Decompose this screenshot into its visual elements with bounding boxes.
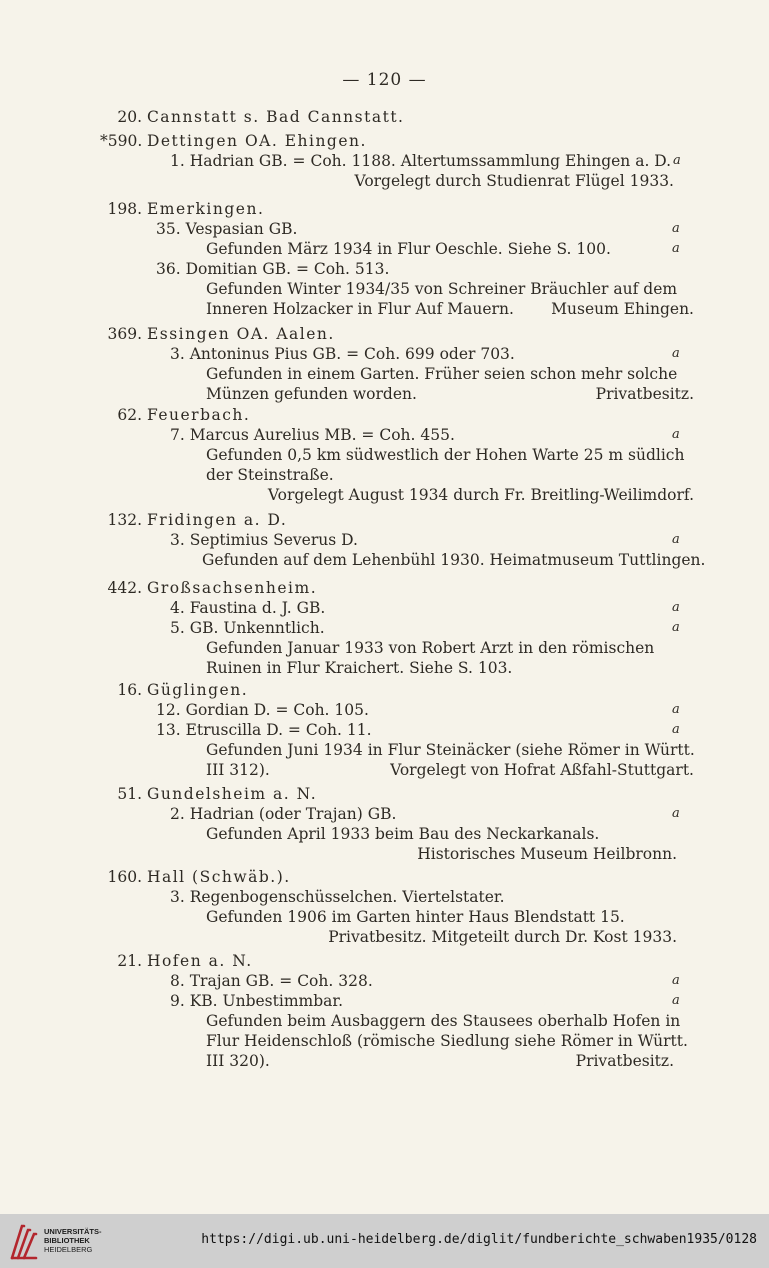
entry-place: Fridingen a. D. bbox=[146, 511, 288, 529]
entry-place: Dettingen OA. Ehingen. bbox=[146, 132, 367, 150]
entry-line: 35. Vespasian GB. bbox=[156, 220, 298, 238]
entry-place: Gundelsheim a. N. bbox=[146, 785, 318, 803]
entry-place: Großsachsenheim. bbox=[146, 579, 318, 597]
entry-number: 160. bbox=[107, 868, 142, 886]
mark-a: a bbox=[672, 241, 680, 256]
entry-number: *590. bbox=[100, 132, 143, 150]
entry-number: 21. bbox=[117, 952, 142, 970]
entry-line: 3. Antoninus Pius GB. = Coh. 699 oder 703. bbox=[170, 345, 515, 363]
mark-a: a bbox=[672, 620, 680, 635]
entry-line: 3. Septimius Severus D. bbox=[170, 531, 358, 549]
mark-a: a bbox=[672, 600, 680, 615]
mark-a: a bbox=[672, 346, 680, 361]
entry-line: der Steinstraße. bbox=[206, 466, 334, 484]
entry-place: Hofen a. N. bbox=[146, 952, 253, 970]
mark-a: a bbox=[672, 532, 680, 547]
entry-emerkingen-heading bbox=[100, 199, 264, 219]
entry-line: Gefunden Winter 1934/35 von Schreiner Bräuchler auf dem bbox=[206, 280, 678, 298]
entry-line: Münzen gefunden worden. bbox=[206, 385, 417, 403]
entry-grosssachsenheim-heading bbox=[100, 578, 317, 598]
entry-cannstatt-heading bbox=[100, 107, 404, 127]
mark-a: a bbox=[672, 221, 680, 236]
entry-line: Gefunden Juni 1934 in Flur Steinäcker (siehe Römer in Württ. bbox=[206, 741, 695, 759]
entry-line: Gefunden 0,5 km südwestlich der Hohen Warte 25 m südlich bbox=[206, 446, 685, 464]
entry-line: Gefunden beim Ausbaggern des Stausees oberhalb Hofen in bbox=[206, 1012, 681, 1030]
entry-line: 9. KB. Unbestimmbar. bbox=[170, 992, 344, 1010]
entry-hall-heading bbox=[100, 867, 291, 887]
entry-line: 7. Marcus Aurelius MB. = Coh. 455. bbox=[170, 426, 455, 444]
entry-line: III 312). bbox=[206, 761, 270, 779]
entry-essingen-heading bbox=[100, 324, 335, 344]
mark-a: a bbox=[672, 702, 680, 717]
entry-place: Güglingen. bbox=[146, 681, 249, 699]
entry-number: 62. bbox=[117, 406, 142, 424]
entry-line: Vorgelegt von Hofrat Aßfahl-Stuttgart. bbox=[390, 761, 694, 779]
entry-number: 442. bbox=[107, 579, 142, 597]
entry-line: 2. Hadrian (oder Trajan) GB. bbox=[170, 805, 397, 823]
entry-gueglingen-heading bbox=[100, 680, 248, 700]
entry-line: 36. Domitian GB. = Coh. 513. bbox=[156, 260, 390, 278]
entry-place: Cannstatt s. Bad Cannstatt. bbox=[146, 108, 405, 126]
entry-line: Vorgelegt August 1934 durch Fr. Breitling-Weilimdorf. bbox=[267, 486, 694, 504]
entry-line: III 320). bbox=[206, 1052, 270, 1070]
entry-line: Gefunden 1906 im Garten hinter Haus Blendstatt 15. bbox=[206, 908, 625, 926]
entry-line: Ruinen in Flur Kraichert. Siehe S. 103. bbox=[206, 659, 513, 677]
entry-line: 13. Etruscilla D. = Coh. 11. bbox=[156, 721, 372, 739]
entry-line: Vorgelegt durch Studienrat Flügel 1933. bbox=[354, 172, 674, 190]
page-number: — 120 — bbox=[342, 70, 427, 90]
entry-number: 16. bbox=[117, 681, 142, 699]
entry-number: 132. bbox=[107, 511, 142, 529]
mark-a: a bbox=[672, 722, 680, 737]
entry-place: Feuerbach. bbox=[146, 406, 251, 424]
mark-a: a bbox=[673, 153, 681, 168]
entry-line: 12. Gordian D. = Coh. 105. bbox=[156, 701, 369, 719]
entry-line: Inneren Holzacker in Flur Auf Mauern. bbox=[206, 300, 514, 318]
entry-line: Gefunden auf dem Lehenbühl 1930. Heimatmuseum Tuttlingen. bbox=[202, 551, 706, 569]
entry-line: 1. Hadrian GB. = Coh. 1188. Altertumssammlung Ehingen a. D. bbox=[170, 152, 672, 170]
entry-fridingen-heading bbox=[100, 510, 287, 530]
library-name-line: UNIVERSITÄTS- bbox=[44, 1227, 102, 1236]
library-name bbox=[44, 1227, 102, 1254]
entry-line: Privatbesitz. bbox=[595, 385, 694, 403]
mark-a: a bbox=[672, 427, 680, 442]
entry-line: 8. Trajan GB. = Coh. 328. bbox=[170, 972, 373, 990]
entry-line: Gefunden in einem Garten. Früher seien schon mehr solche bbox=[206, 365, 678, 383]
library-logo-icon bbox=[8, 1220, 40, 1262]
entry-line: Gefunden Januar 1933 von Robert Arzt in den römischen bbox=[206, 639, 655, 657]
footer-bar bbox=[0, 1214, 769, 1268]
entry-number: 20. bbox=[117, 108, 142, 126]
entry-place: Essingen OA. Aalen. bbox=[146, 325, 335, 343]
entry-number: 369. bbox=[107, 325, 142, 343]
entry-line: 4. Faustina d. J. GB. bbox=[170, 599, 326, 617]
entry-dettingen-heading bbox=[100, 131, 367, 151]
entry-gundelsheim-heading bbox=[100, 784, 317, 804]
entry-line: 5. GB. Unkenntlich. bbox=[170, 619, 325, 637]
mark-a: a bbox=[672, 973, 680, 988]
entry-line: Flur Heidenschloß (römische Siedlung siehe Römer in Württ. bbox=[206, 1032, 688, 1050]
entry-line: Gefunden April 1933 beim Bau des Neckarkanals. bbox=[206, 825, 600, 843]
entry-number: 198. bbox=[107, 200, 142, 218]
entry-line: Gefunden März 1934 in Flur Oeschle. Siehe S. 100. bbox=[206, 240, 611, 258]
library-name-line: HEIDELBERG bbox=[44, 1245, 93, 1254]
permalink-url[interactable]: https://digi.ub.uni-heidelberg.de/diglit/fundberichte_schwaben1935/0128 bbox=[201, 1232, 757, 1247]
entry-number: 51. bbox=[117, 785, 142, 803]
entry-place: Emerkingen. bbox=[146, 200, 265, 218]
entry-line: Museum Ehingen. bbox=[551, 300, 694, 318]
mark-a: a bbox=[672, 806, 680, 821]
library-name-line: BIBLIOTHEK bbox=[44, 1236, 90, 1245]
entry-line: Historisches Museum Heilbronn. bbox=[417, 845, 677, 863]
entry-place: Hall (Schwäb.). bbox=[146, 868, 291, 886]
mark-a: a bbox=[672, 993, 680, 1008]
entry-line: Privatbesitz. Mitgeteilt durch Dr. Kost 1933. bbox=[328, 928, 677, 946]
entry-feuerbach-heading bbox=[100, 405, 250, 425]
entry-hofen-heading bbox=[100, 951, 253, 971]
entry-line: Privatbesitz. bbox=[575, 1052, 674, 1070]
entry-line: 3. Regenbogenschüsselchen. Viertelstater. bbox=[170, 888, 505, 906]
